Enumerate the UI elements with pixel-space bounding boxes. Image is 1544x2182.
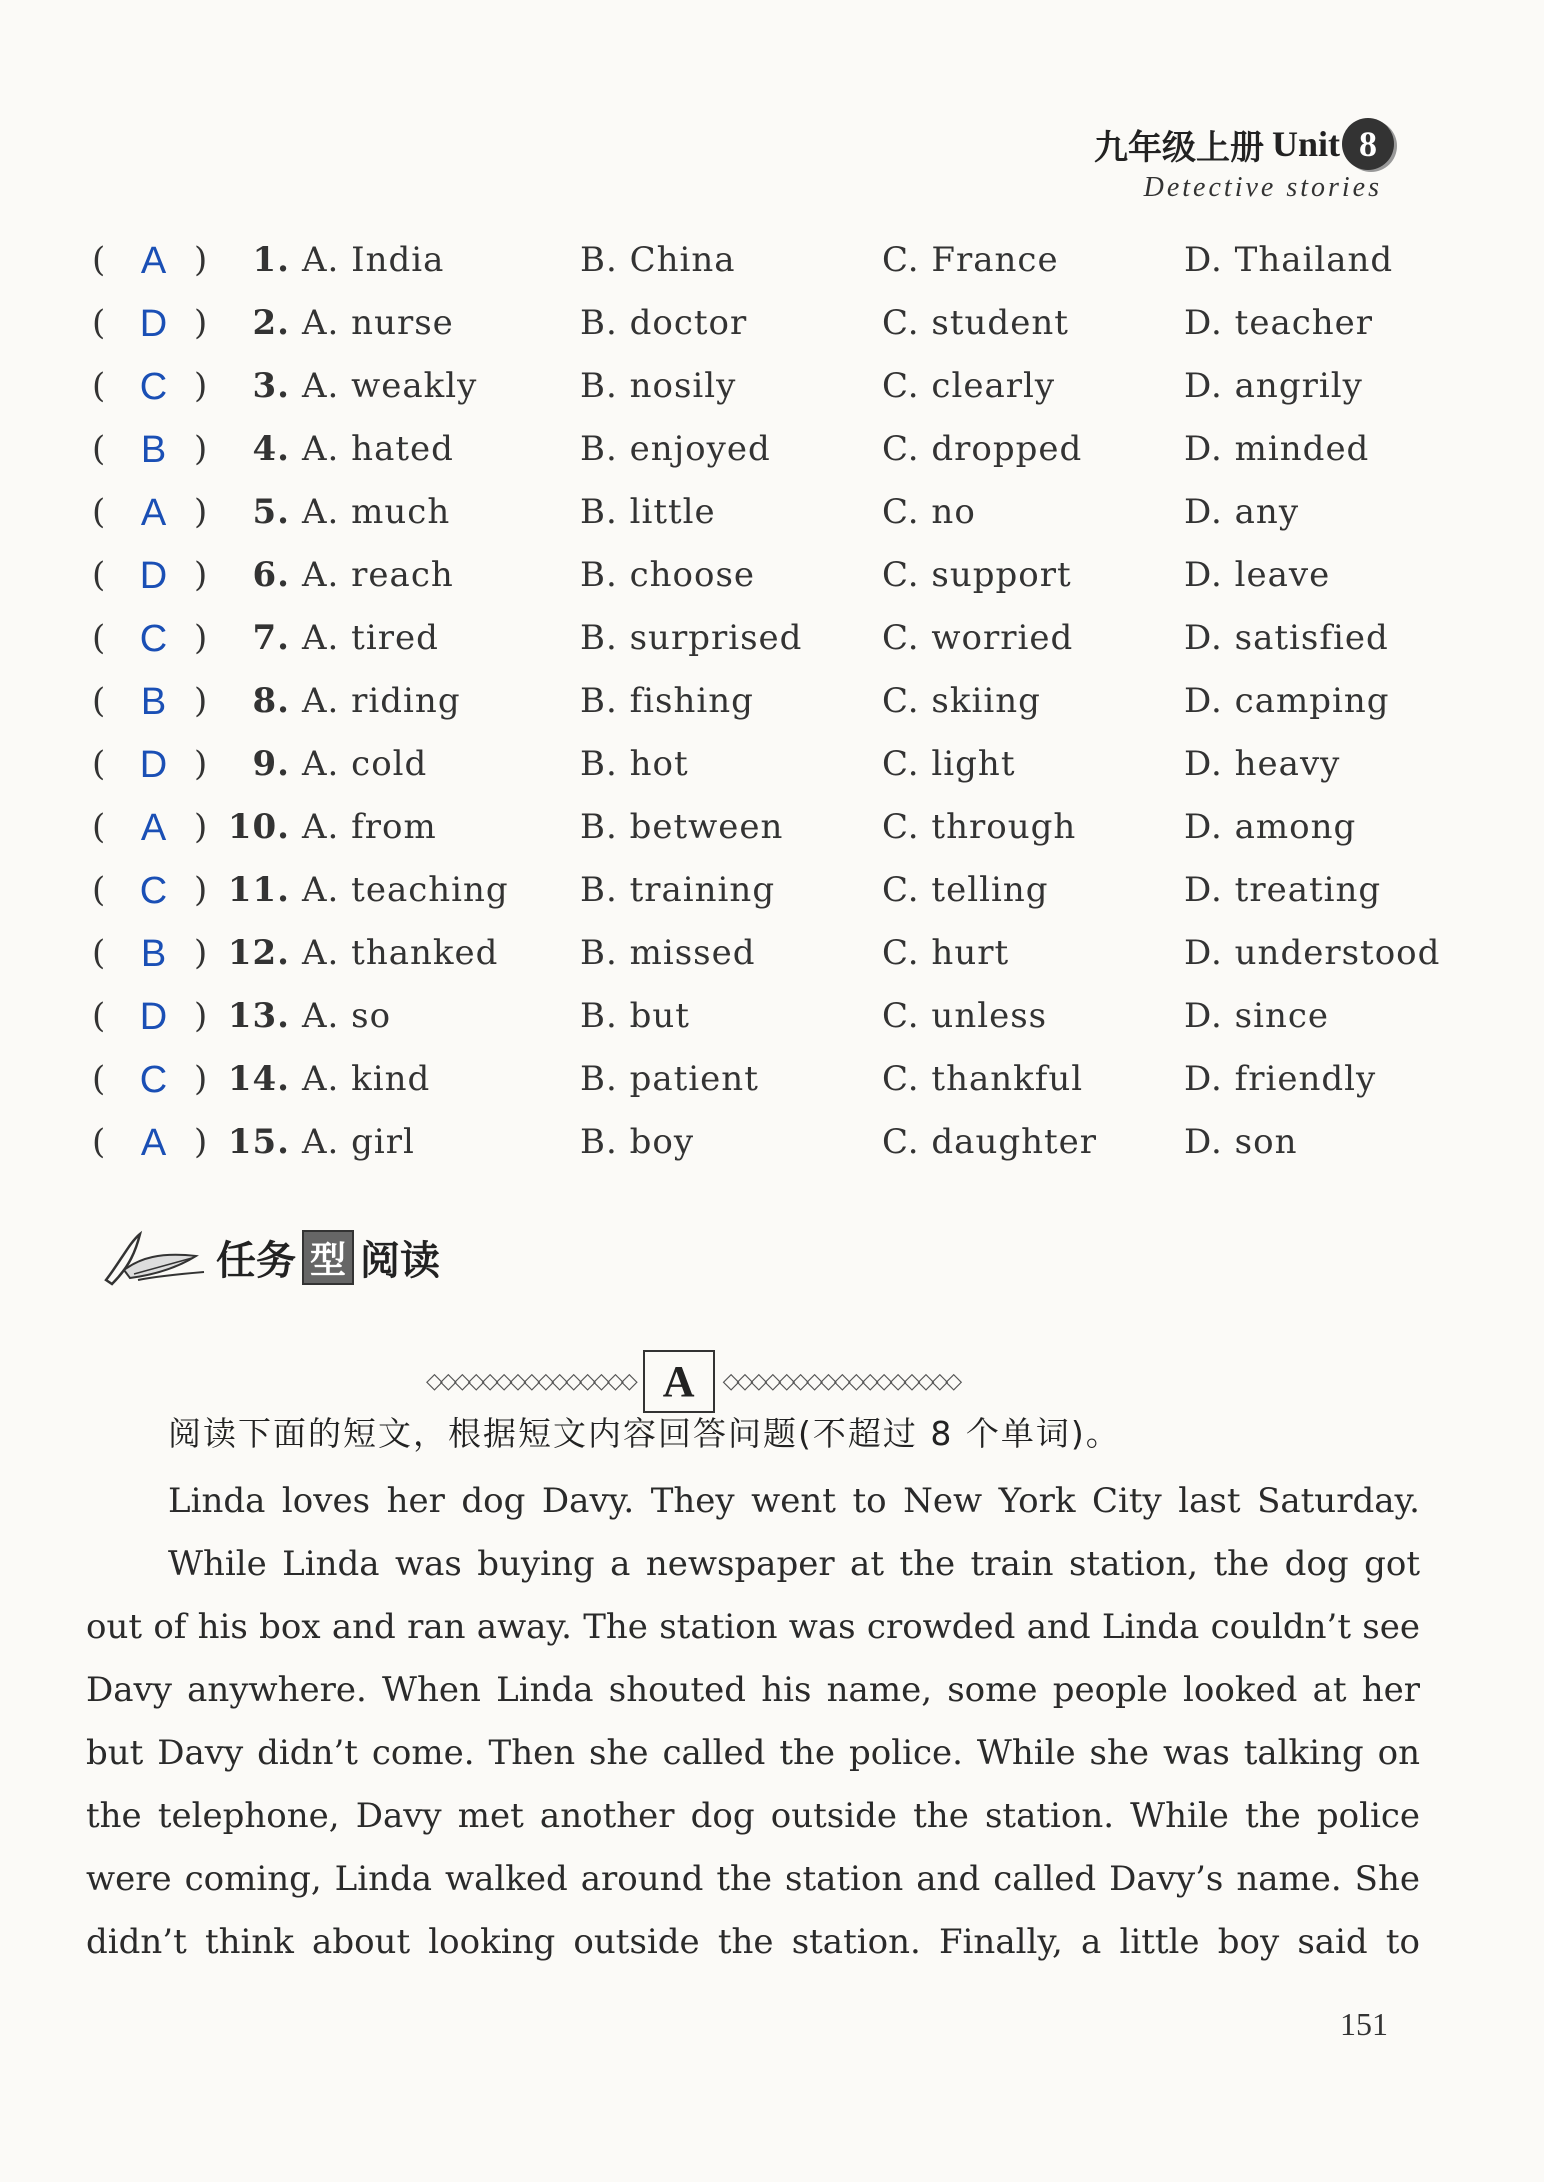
answer-letter: D	[139, 744, 169, 786]
answer-letter: D	[139, 996, 169, 1038]
option-b: B. surprised	[580, 618, 803, 658]
option-b: B. fishing	[580, 681, 754, 721]
option-c: C. dropped	[882, 429, 1083, 469]
option-d: D. treating	[1184, 870, 1382, 910]
answer-row: ( B ) 4. A. hated B. enjoyed C. dropped D. minded	[92, 429, 1370, 471]
unit-label: Unit	[1271, 124, 1340, 164]
section-title-box: 型	[302, 1230, 354, 1285]
answer-letter: A	[140, 1122, 168, 1164]
question-number: 7.	[252, 618, 290, 658]
option-d: D. son	[1184, 1122, 1298, 1162]
option-b: B. choose	[580, 555, 756, 595]
answer-letter: C	[139, 870, 169, 912]
page-number: 151	[1340, 2006, 1388, 2042]
answer-letter: D	[139, 555, 169, 597]
answer-letter: B	[140, 933, 168, 975]
question-number: 10.	[227, 807, 290, 847]
page-header	[1094, 118, 1394, 204]
answer-row: ( B ) 12. A. thanked B. missed C. hurt D. understood	[92, 933, 1441, 975]
answer-row: ( C ) 3. A. weakly B. nosily C. clearly D. angrily	[92, 366, 1363, 408]
option-d: D. angrily	[1184, 366, 1363, 406]
answer-row: ( D ) 13. A. so B. but C. unless D. since	[92, 996, 1330, 1038]
option-c: C. worried	[882, 618, 1074, 658]
option-b: B. nosily	[580, 366, 737, 406]
answer-list	[92, 240, 1452, 1185]
option-d: D. Thailand	[1184, 240, 1394, 280]
answer-row: ( D ) 6. A. reach B. choose C. support D. leave	[92, 555, 1331, 597]
option-d: D. teacher	[1184, 303, 1374, 343]
option-c: C. no	[882, 492, 976, 532]
question-number: 2.	[252, 303, 290, 343]
answer-letter: D	[139, 303, 169, 345]
option-c: C. thankful	[882, 1059, 1084, 1099]
option-b: B. hot	[580, 744, 689, 784]
answer-letter: A	[140, 240, 168, 282]
question-number: 14.	[227, 1059, 290, 1099]
option-b: B. boy	[580, 1122, 695, 1162]
header-unit-line	[1094, 118, 1394, 170]
passage-line: the telephone, Davy met another dog outside the station. While the police	[86, 1796, 1420, 1836]
passage-line: Linda loves her dog Davy. They went to New York City last Saturday.	[168, 1481, 1420, 1521]
part-letter: A	[643, 1350, 715, 1413]
passage-line: While Linda was buying a newspaper at the train station, the dog got	[168, 1544, 1420, 1584]
option-a: A. nurse	[302, 303, 454, 343]
passage-line: but Davy didn’t come. Then she called the police. While she was talking on	[86, 1733, 1420, 1773]
option-d: D. leave	[1184, 555, 1331, 595]
option-d: D. heavy	[1184, 744, 1341, 784]
question-number: 15.	[227, 1122, 290, 1162]
option-a: A. thanked	[302, 933, 499, 973]
option-c: C. hurt	[882, 933, 1010, 973]
section-title	[216, 1229, 440, 1286]
answer-letter: C	[139, 618, 169, 660]
answer-letter: B	[140, 429, 168, 471]
option-c: C. unless	[882, 996, 1048, 1036]
option-c: C. light	[882, 744, 1016, 784]
answer-row: ( B ) 8. A. riding B. fishing C. skiing D. camping	[92, 681, 1390, 723]
diamond-border-left: ◇◇◇◇◇◇◇◇◇◇◇◇◇◇◇	[426, 1369, 635, 1394]
unit-subtitle: Detective stories	[1143, 172, 1382, 203]
option-a: A. so	[302, 996, 392, 1036]
option-a: A. weakly	[302, 366, 478, 406]
answer-letter: A	[140, 492, 168, 534]
option-d: D. minded	[1184, 429, 1370, 469]
option-a: A. girl	[302, 1122, 415, 1162]
option-b: B. doctor	[580, 303, 748, 343]
option-c: C. France	[882, 240, 1059, 280]
question-number: 6.	[252, 555, 290, 595]
answer-letter: B	[140, 681, 168, 723]
reading-passage	[86, 1470, 1420, 1974]
option-c: C. student	[882, 303, 1069, 343]
option-c: C. support	[882, 555, 1072, 595]
option-a: A. from	[302, 807, 437, 847]
option-a: A. reach	[302, 555, 454, 595]
option-c: C. telling	[882, 870, 1049, 910]
option-c: C. clearly	[882, 366, 1056, 406]
option-b: B. but	[580, 996, 690, 1036]
option-a: A. riding	[302, 681, 461, 721]
option-b: B. little	[580, 492, 716, 532]
answer-row: ( D ) 2. A. nurse B. doctor C. student D. teacher	[92, 303, 1374, 345]
part-a-divider	[426, 1350, 959, 1413]
question-number: 4.	[252, 429, 290, 469]
option-d: D. since	[1184, 996, 1330, 1036]
option-a: A. teaching	[302, 870, 509, 910]
option-c: C. daughter	[882, 1122, 1098, 1162]
section-title-right: 阅读	[360, 1237, 441, 1284]
option-a: A. kind	[302, 1059, 431, 1099]
answer-row: ( A ) 5. A. much B. little C. no D. any	[92, 492, 1300, 534]
answer-row: ( C ) 11. A. teaching B. training C. telling D. treating	[92, 870, 1382, 912]
option-b: B. between	[580, 807, 784, 847]
answer-letter: A	[140, 807, 168, 849]
option-a: A. much	[302, 492, 451, 532]
option-a: A. India	[302, 240, 445, 280]
question-number: 11.	[227, 870, 290, 910]
section-heading	[100, 1222, 440, 1292]
passage-line: out of his box and ran away. The station was crowded and Linda couldn’t see	[86, 1607, 1420, 1647]
answer-row: ( A ) 10. A. from B. between C. through D. among	[92, 807, 1357, 849]
answer-row: ( A ) 15. A. girl B. boy C. daughter D. son	[92, 1122, 1298, 1164]
question-number: 9.	[252, 744, 290, 784]
question-number: 8.	[252, 681, 290, 721]
instruction-text: 阅读下面的短文，根据短文内容回答问题(不超过 8 个单词)。	[168, 1414, 1121, 1453]
answer-letter: C	[139, 366, 169, 408]
passage-line: Davy anywhere. When Linda shouted his name, some people looked at her	[86, 1670, 1420, 1710]
question-number: 12.	[227, 933, 290, 973]
passage-line: didn’t think about looking outside the station. Finally, a little boy said to	[86, 1922, 1420, 1962]
answer-letter: C	[139, 1059, 169, 1101]
option-b: B. China	[580, 240, 736, 280]
option-d: D. among	[1184, 807, 1357, 847]
option-c: C. skiing	[882, 681, 1041, 721]
section-title-left: 任务	[216, 1237, 296, 1284]
option-b: B. training	[580, 870, 776, 910]
unit-number-badge: 8	[1342, 118, 1394, 170]
answer-row: ( D ) 9. A. cold B. hot C. light D. heavy	[92, 744, 1341, 786]
question-number: 5.	[252, 492, 290, 532]
option-c: C. through	[882, 807, 1077, 847]
option-a: A. tired	[302, 618, 439, 658]
diamond-border-right: ◇◇◇◇◇◇◇◇◇◇◇◇◇◇◇◇◇	[722, 1369, 960, 1394]
grade-label: 九年级上册	[1093, 129, 1264, 167]
answer-row: ( C ) 14. A. kind B. patient C. thankful D. friendly	[92, 1059, 1377, 1101]
question-number: 3.	[252, 366, 290, 406]
answer-row: ( A ) 1. A. India B. China C. France D. Thailand	[92, 240, 1394, 282]
option-b: B. missed	[580, 933, 756, 973]
option-d: D. satisfied	[1184, 618, 1389, 658]
option-a: A. cold	[302, 744, 428, 784]
option-d: D. camping	[1184, 681, 1390, 721]
quill-pen-icon	[100, 1222, 210, 1292]
passage-line: were coming, Linda walked around the station and called Davy’s name. She	[86, 1859, 1420, 1899]
option-d: D. understood	[1184, 933, 1441, 973]
option-d: D. friendly	[1184, 1059, 1377, 1099]
question-number: 13.	[227, 996, 290, 1036]
option-b: B. enjoyed	[580, 429, 771, 469]
option-b: B. patient	[580, 1059, 759, 1099]
question-number: 1.	[252, 240, 290, 280]
answer-row: ( C ) 7. A. tired B. surprised C. worried D. satisfied	[92, 618, 1389, 660]
option-a: A. hated	[302, 429, 454, 469]
option-d: D. any	[1184, 492, 1300, 532]
